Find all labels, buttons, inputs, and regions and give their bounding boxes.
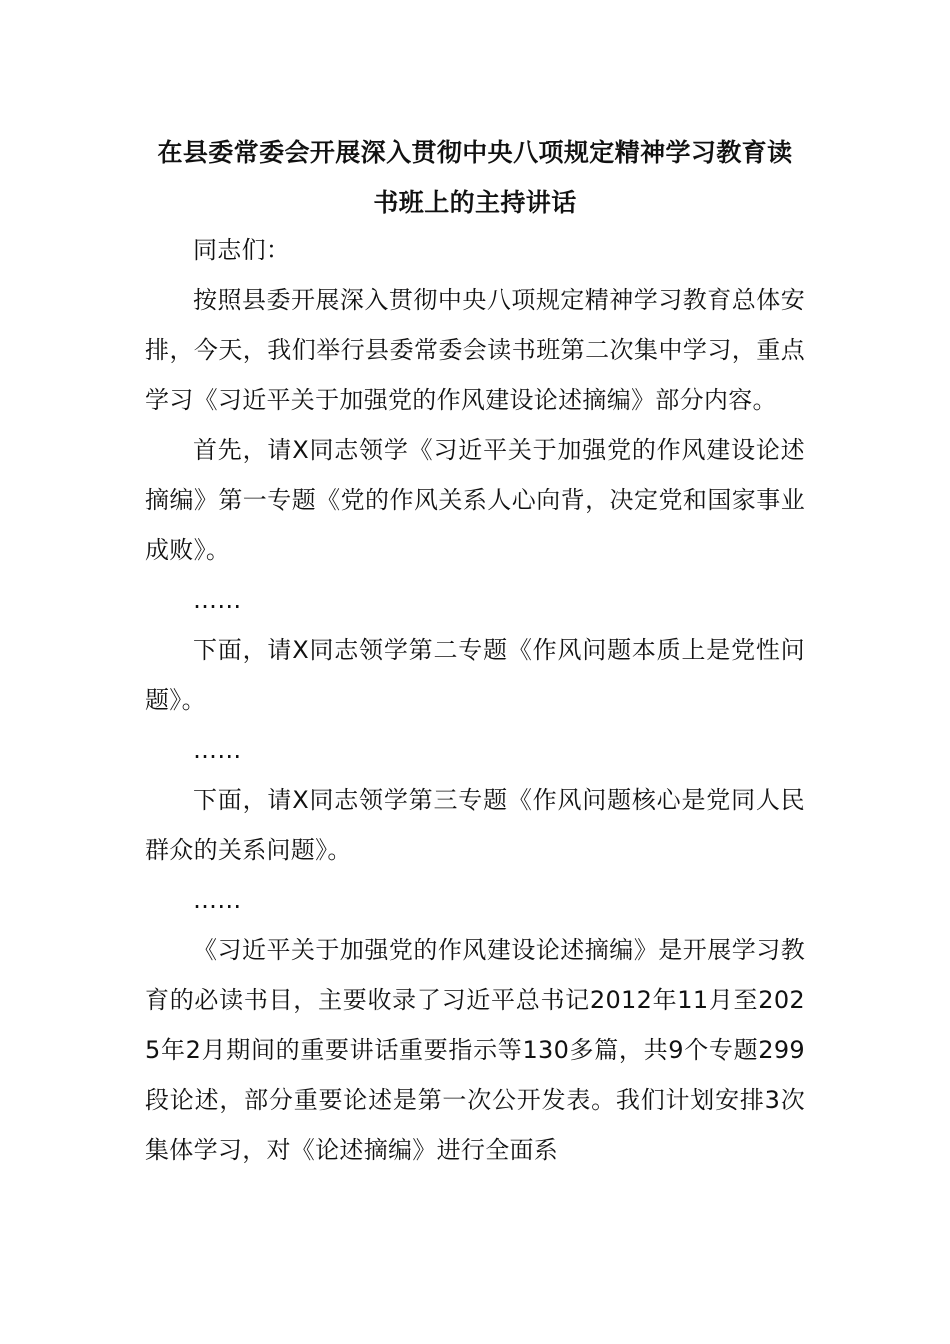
paragraph-topic-1: 首先，请X同志领学《习近平关于加强党的作风建设论述摘编》第一专题《党的作风关系人心向背，决定党和国家事业成败》。 [145,436,805,564]
ellipsis-1: …… [193,586,242,614]
ellipsis-3: …… [193,886,242,914]
paragraph-summary: 《习近平关于加强党的作风建设论述摘编》是开展学习教育的必读书目，主要收录了习近平总书记2012年11月至2025年2月期间的重要讲话重要指示等130多篇，共9个专题299段论述，部分重要论述是第一次公开发表。我们计划安排3次集体学习，对《论述摘编》进行全面系 [145,936,805,1164]
document-title [145,128,805,228]
document-body [145,225,805,1175]
paragraph-intro: 按照县委开展深入贯彻中央八项规定精神学习教育总体安排，今天，我们举行县委常委会读书班第二次集中学习，重点学习《习近平关于加强党的作风建设论述摘编》部分内容。 [145,286,805,414]
title-line-1: 在县委常委会开展深入贯彻中央八项规定精神学习教育读 [157,138,793,167]
title-line-2: 书班上的主持讲话 [373,188,577,217]
paragraph-topic-2: 下面，请X同志领学第二专题《作风问题本质上是党性问题》。 [145,636,805,714]
salutation: 同志们： [193,236,291,264]
ellipsis-2: …… [193,736,242,764]
paragraph-topic-3: 下面，请X同志领学第三专题《作风问题核心是党同人民群众的关系问题》。 [145,786,805,864]
